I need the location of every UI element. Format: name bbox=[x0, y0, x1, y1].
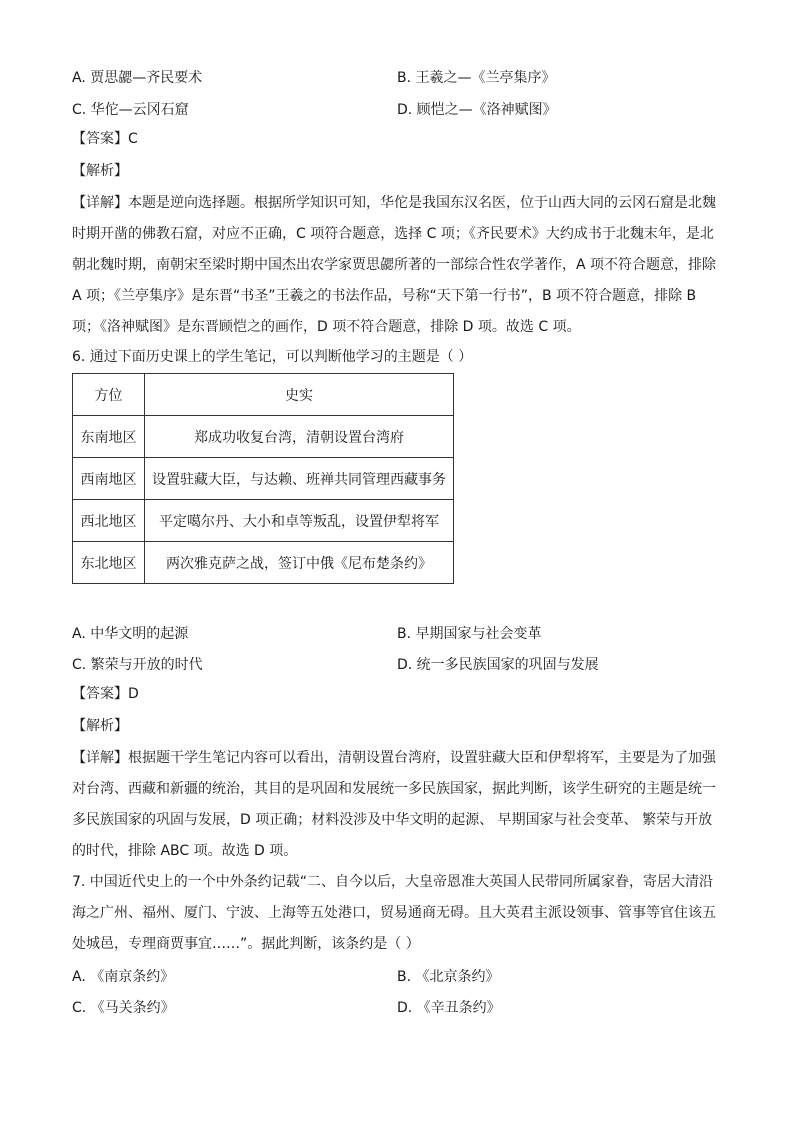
table-row bbox=[73, 542, 454, 584]
q7-option-c: C. 《马关条约》 bbox=[72, 1000, 175, 1016]
q5-detail-line: 项；《洛神赋图》是东晋顾恺之的画作，D 项不符合题意，排除 D 项。故选 C 项。 bbox=[72, 319, 581, 335]
q6-detail-line: 的时代，排除 ABC 项。故选 D 项。 bbox=[72, 843, 298, 859]
q6-option-c: C. 繁荣与开放的时代 bbox=[72, 657, 203, 673]
table-cell-fact: 平定噶尔丹、大小和卓等叛乱，设置伊犁将军 bbox=[145, 500, 454, 542]
table-row bbox=[73, 416, 454, 458]
q6-analysis-label: 【解析】 bbox=[72, 718, 128, 734]
q6-stem: 6. 通过下面历史课上的学生笔记，可以判断他学习的主题是（ ） bbox=[72, 349, 473, 365]
q6-answer: 【答案】D bbox=[72, 686, 139, 702]
q5-detail-line: 朝北魏时期，南朝宋至梁时期中国杰出农学家贾思勰所著的一部综合性农学著作，A 项不符合题意，排除 bbox=[72, 257, 717, 273]
table-row bbox=[73, 500, 454, 542]
q5-detail-line: 时期开凿的佛教石窟，对应不正确，C 项符合题意，选择 C 项；《齐民要术》大约成书于北魏末年，是北 bbox=[72, 226, 714, 242]
q7-stem-line: 海之广州、福州、厦门、宁波、上海等五处港口，贸易通商无碍。且大英君主派设领事、管事等官住该五 bbox=[72, 905, 716, 921]
q6-option-b: B. 早期国家与社会变革 bbox=[397, 626, 542, 642]
table-cell-region: 东南地区 bbox=[73, 416, 145, 458]
table-cell-fact: 郑成功收复台湾，清朝设置台湾府 bbox=[145, 416, 454, 458]
table-row bbox=[73, 458, 454, 500]
q5-option-c: C. 华佗—云冈石窟 bbox=[72, 102, 189, 118]
q6-option-a: A. 中华文明的起源 bbox=[72, 626, 189, 642]
q7-option-d: D. 《辛丑条约》 bbox=[397, 1000, 501, 1016]
q7-stem-line: 7. 中国近代史上的一个中外条约记载“二、自今以后，大皇帝恩准大英国人民带同所属家眷，寄居大清沿 bbox=[72, 874, 714, 890]
q6-detail-line: 【详解】根据题干学生笔记内容可以看出，清朝设置台湾府，设置驻藏大臣和伊犁将军，主要是为了加强 bbox=[72, 750, 716, 766]
table-header-row bbox=[73, 374, 454, 416]
table-cell-region: 东北地区 bbox=[73, 542, 145, 584]
q5-analysis-label: 【解析】 bbox=[72, 163, 128, 179]
q5-option-d: D. 顾恺之—《洛神赋图》 bbox=[397, 102, 557, 118]
q5-answer: 【答案】C bbox=[72, 131, 138, 147]
student-notes-table bbox=[72, 373, 454, 584]
table-header-cell: 方位 bbox=[73, 374, 145, 416]
q5-detail-line: A 项；《兰亭集序》是东晋“书圣”王羲之的书法作品，号称“天下第一行书”，B 项不符合题意，排除 B bbox=[72, 288, 697, 304]
q7-option-a: A. 《南京条约》 bbox=[72, 969, 175, 985]
q6-detail-line: 多民族国家的巩固与发展，D 项正确；材料没涉及中华文明的起源、 早期国家与社会变革、 繁荣与开放 bbox=[72, 812, 713, 828]
q5-option-a: A. 贾思勰—齐民要术 bbox=[72, 70, 203, 86]
q7-stem-line: 处城邑，专理商贾事宜……”。据此判断，该条约是（ ） bbox=[72, 936, 420, 952]
table-cell-fact: 设置驻藏大臣，与达赖、班禅共同管理西藏事务 bbox=[145, 458, 454, 500]
q5-detail-line: 【详解】本题是逆向选择题。根据所学知识可知，华佗是我国东汉名医，位于山西大同的云冈石窟是北魏 bbox=[72, 195, 716, 211]
q6-detail-line: 对台湾、西藏和新疆的统治，其目的是巩固和发展统一多民族国家，据此判断，该学生研究的主题是统一 bbox=[72, 781, 716, 797]
table-header-cell: 史实 bbox=[145, 374, 454, 416]
table-cell-region: 西南地区 bbox=[73, 458, 145, 500]
table-cell-region: 西北地区 bbox=[73, 500, 145, 542]
q5-option-b: B. 王羲之—《兰亭集序》 bbox=[397, 70, 556, 86]
q7-option-b: B. 《北京条约》 bbox=[397, 969, 500, 985]
q6-option-d: D. 统一多民族国家的巩固与发展 bbox=[397, 657, 599, 673]
table-cell-fact: 两次雅克萨之战，签订中俄《尼布楚条约》 bbox=[145, 542, 454, 584]
